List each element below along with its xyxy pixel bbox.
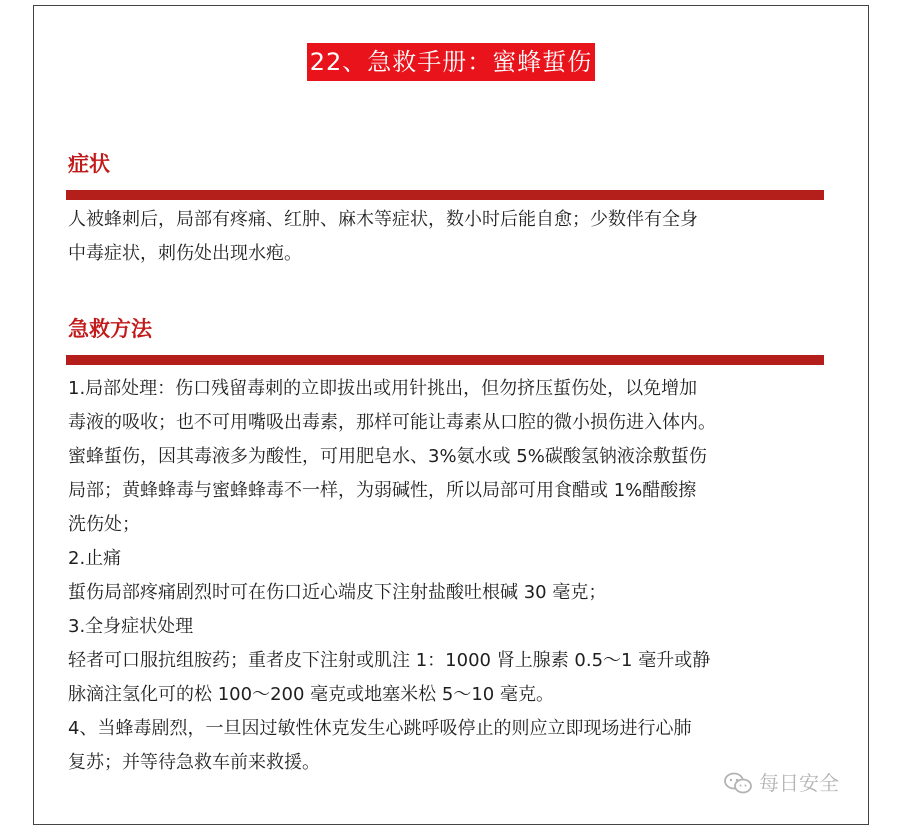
section-divider-symptoms: [66, 190, 824, 200]
text-line: 轻者可口服抗组胺药；重者皮下注射或肌注 1：1000 肾上腺素 0.5～1 毫升或静: [68, 650, 711, 671]
chat-bubble-icon: [723, 771, 753, 795]
subheading-systemic-symptoms: 3.全身症状处理: [68, 616, 194, 637]
text-line: 4、当蜂毒剧烈，一旦因过敏性休克发生心跳呼吸停止的则应立即现场进行心肺: [68, 718, 692, 739]
text-line: 局部；黄蜂蜂毒与蜜蜂蜂毒不一样，为弱碱性，所以局部可用食醋或 1%醋酸擦: [68, 480, 697, 501]
subheading-pain-relief: 2.止痛: [68, 548, 122, 569]
first-aid-text: [68, 372, 838, 780]
watermark-text: 每日安全: [759, 771, 839, 795]
title-area: [34, 43, 868, 81]
text-line: 洗伤处；: [68, 514, 140, 535]
text-line: 蜇伤局部疼痛剧烈时可在伤口近心端皮下注射盐酸吐根碱 30 毫克；: [68, 582, 607, 603]
text-line: 脉滴注氢化可的松 100～200 毫克或地塞米松 5～10 毫克。: [68, 684, 554, 705]
section-heading-first-aid: 急救方法: [68, 317, 152, 341]
section-heading-symptoms: 症状: [68, 152, 110, 176]
page-title: 22、急救手册：蜜蜂蜇伤: [307, 43, 596, 81]
text-line: 蜜蜂蜇伤，因其毒液多为酸性，可用肥皂水、3%氨水或 5%碳酸氢钠液涂敷蜇伤: [68, 446, 707, 467]
text-line: 中毒症状，刺伤处出现水疱。: [68, 243, 302, 264]
text-line: 1.局部处理：伤口残留毒刺的立即拔出或用针挑出，但勿挤压蜇伤处，以免增加: [68, 378, 698, 399]
text-line: 人被蜂刺后，局部有疼痛、红肿、麻木等症状，数小时后能自愈；少数伴有全身: [68, 209, 698, 230]
watermark: [723, 768, 839, 798]
section-divider-first-aid: [66, 355, 824, 365]
document-frame: [33, 5, 869, 825]
symptoms-text: [68, 203, 838, 271]
text-line: 复苏；并等待急救车前来救援。: [68, 752, 320, 773]
text-line: 毒液的吸收；也不可用嘴吸出毒素，那样可能让毒素从口腔的微小损伤进入体内。: [68, 412, 716, 433]
